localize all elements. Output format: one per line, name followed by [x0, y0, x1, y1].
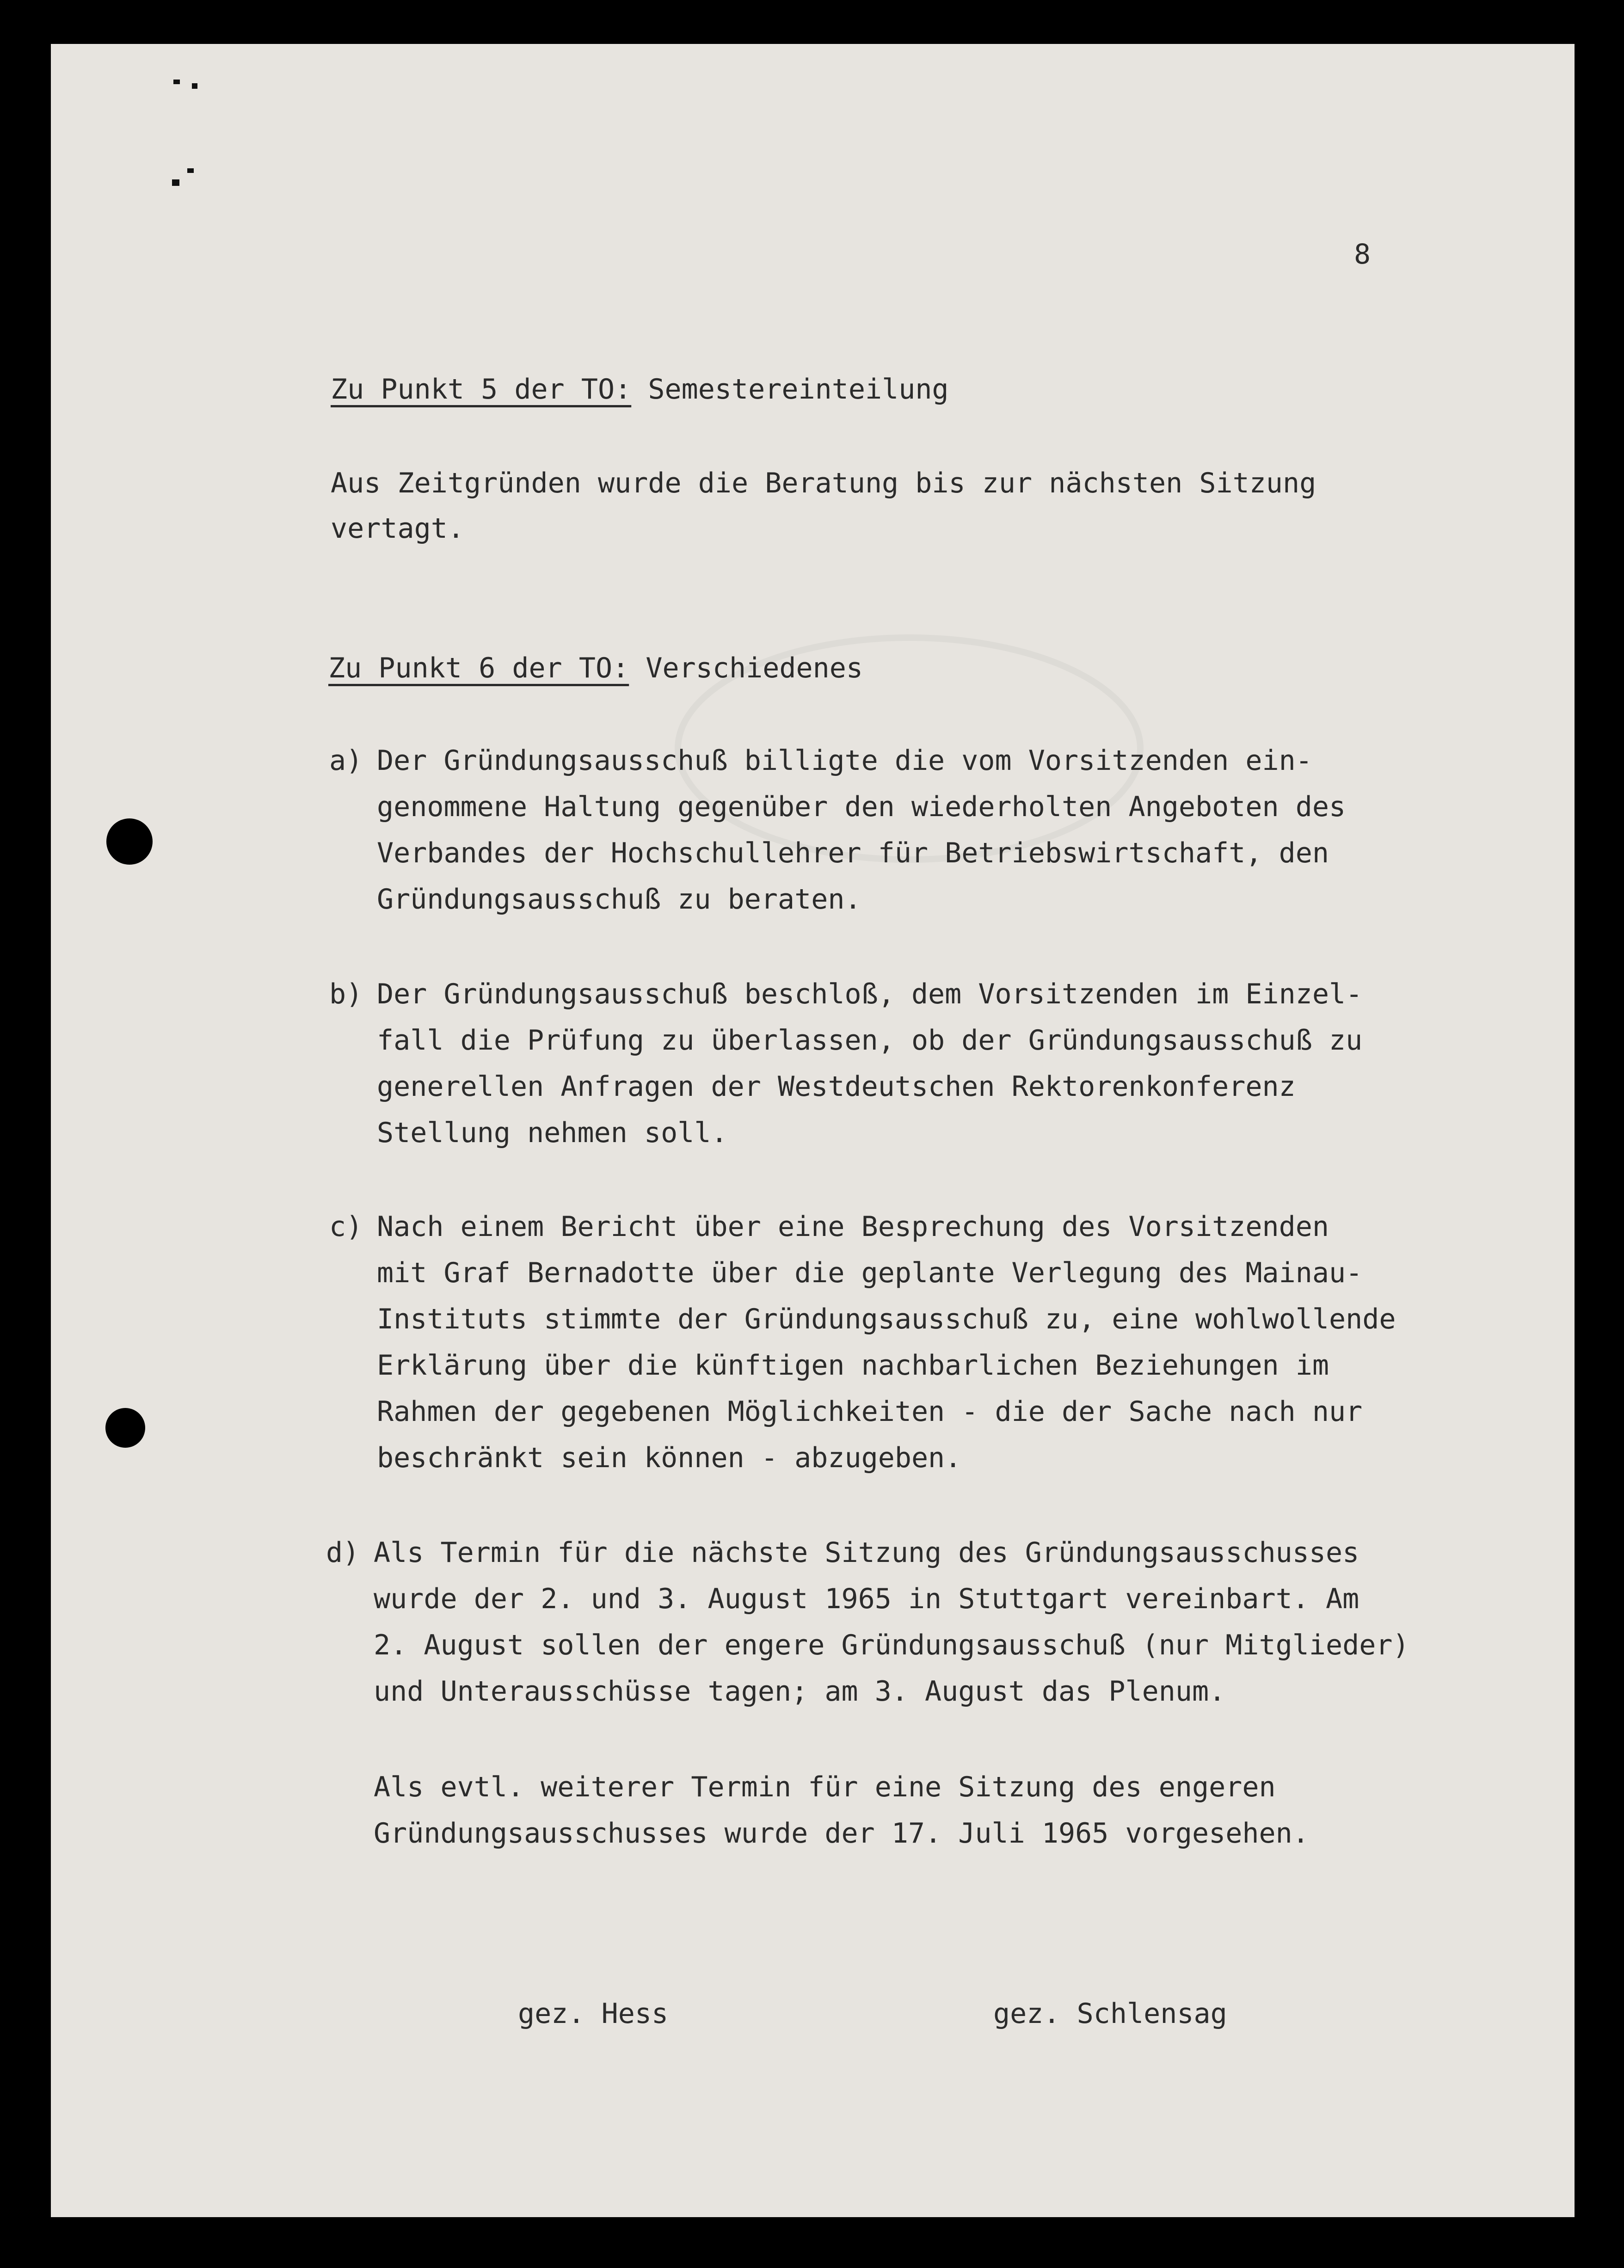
paragraph-line: vertagt. — [331, 512, 464, 545]
list-item-line: genommene Haltung gegenüber den wiederholten Angeboten des — [377, 791, 1346, 823]
list-item-line: Rahmen der gegebenen Möglichkeiten - die der Sache nach nur — [377, 1395, 1363, 1428]
punch-hole-lower — [105, 1408, 145, 1448]
staple-mark — [187, 168, 194, 173]
list-item-line: und Unterausschüsse tagen; am 3. August das Plenum. — [374, 1675, 1226, 1708]
list-item-label: d) — [326, 1537, 360, 1569]
list-item-line: Als evtl. weiterer Termin für eine Sitzung des engeren — [374, 1771, 1276, 1803]
section-5-heading — [331, 373, 949, 406]
list-item-line: generellen Anfragen der Westdeutschen Rektorenkonferenz — [377, 1070, 1296, 1103]
section-heading-label: Zu Punkt 5 der TO: — [331, 373, 632, 406]
list-item-line: Stellung nehmen soll. — [377, 1117, 728, 1149]
list-item-line: beschränkt sein können - abzugeben. — [377, 1442, 962, 1474]
paragraph-line: Aus Zeitgründen wurde die Beratung bis zur nächsten Sitzung — [331, 467, 1316, 499]
list-item-line: mit Graf Bernadotte über die geplante Verlegung des Mainau- — [377, 1257, 1363, 1289]
list-item-line: Der Gründungsausschuß beschloß, dem Vorsitzenden im Einzel- — [377, 978, 1363, 1010]
punch-hole-upper — [106, 818, 153, 865]
signature-schlensag: gez. Schlensag — [993, 1998, 1227, 2030]
list-item-line: Gründungsausschuß zu beraten. — [377, 883, 861, 916]
list-item-line: 2. August sollen der engere Gründungsausschuß (nur Mitglieder) — [374, 1629, 1409, 1661]
list-item-label: c) — [329, 1211, 363, 1243]
list-item-line: Der Gründungsausschuß billigte die vom Vorsitzenden ein- — [377, 744, 1312, 777]
section-title: Verschiedenes — [646, 652, 863, 684]
list-item-line: wurde der 2. und 3. August 1965 in Stuttgart vereinbart. Am — [374, 1583, 1359, 1615]
list-item-label: b) — [329, 978, 363, 1010]
staple-mark — [172, 179, 179, 186]
list-item-line: fall die Prüfung zu überlassen, ob der Gründungsausschuß zu — [377, 1024, 1363, 1057]
list-item-line: Als Termin für die nächste Sitzung des Gründungsausschusses — [374, 1537, 1359, 1569]
list-item-label: a) — [329, 744, 363, 777]
signature-hess: gez. Hess — [518, 1998, 669, 2030]
section-title: Semestereinteilung — [648, 373, 949, 406]
staple-mark — [192, 83, 197, 89]
list-item-line: Gründungsausschusses wurde der 17. Juli 1965 vorgesehen. — [374, 1817, 1309, 1850]
list-item-line: Verbandes der Hochschullehrer für Betriebswirtschaft, den — [377, 837, 1329, 869]
staple-mark — [173, 80, 180, 84]
list-item-line: Nach einem Bericht über eine Besprechung des Vorsitzenden — [377, 1211, 1329, 1243]
section-heading-label: Zu Punkt 6 der TO: — [328, 652, 629, 684]
list-item-line: Instituts stimmte der Gründungsausschuß zu, eine wohlwollende — [377, 1303, 1396, 1335]
list-item-line: Erklärung über die künftigen nachbarlichen Beziehungen im — [377, 1349, 1329, 1382]
document-page — [51, 44, 1575, 2217]
section-6-heading — [328, 654, 863, 682]
page-number: 8 — [1354, 238, 1371, 270]
